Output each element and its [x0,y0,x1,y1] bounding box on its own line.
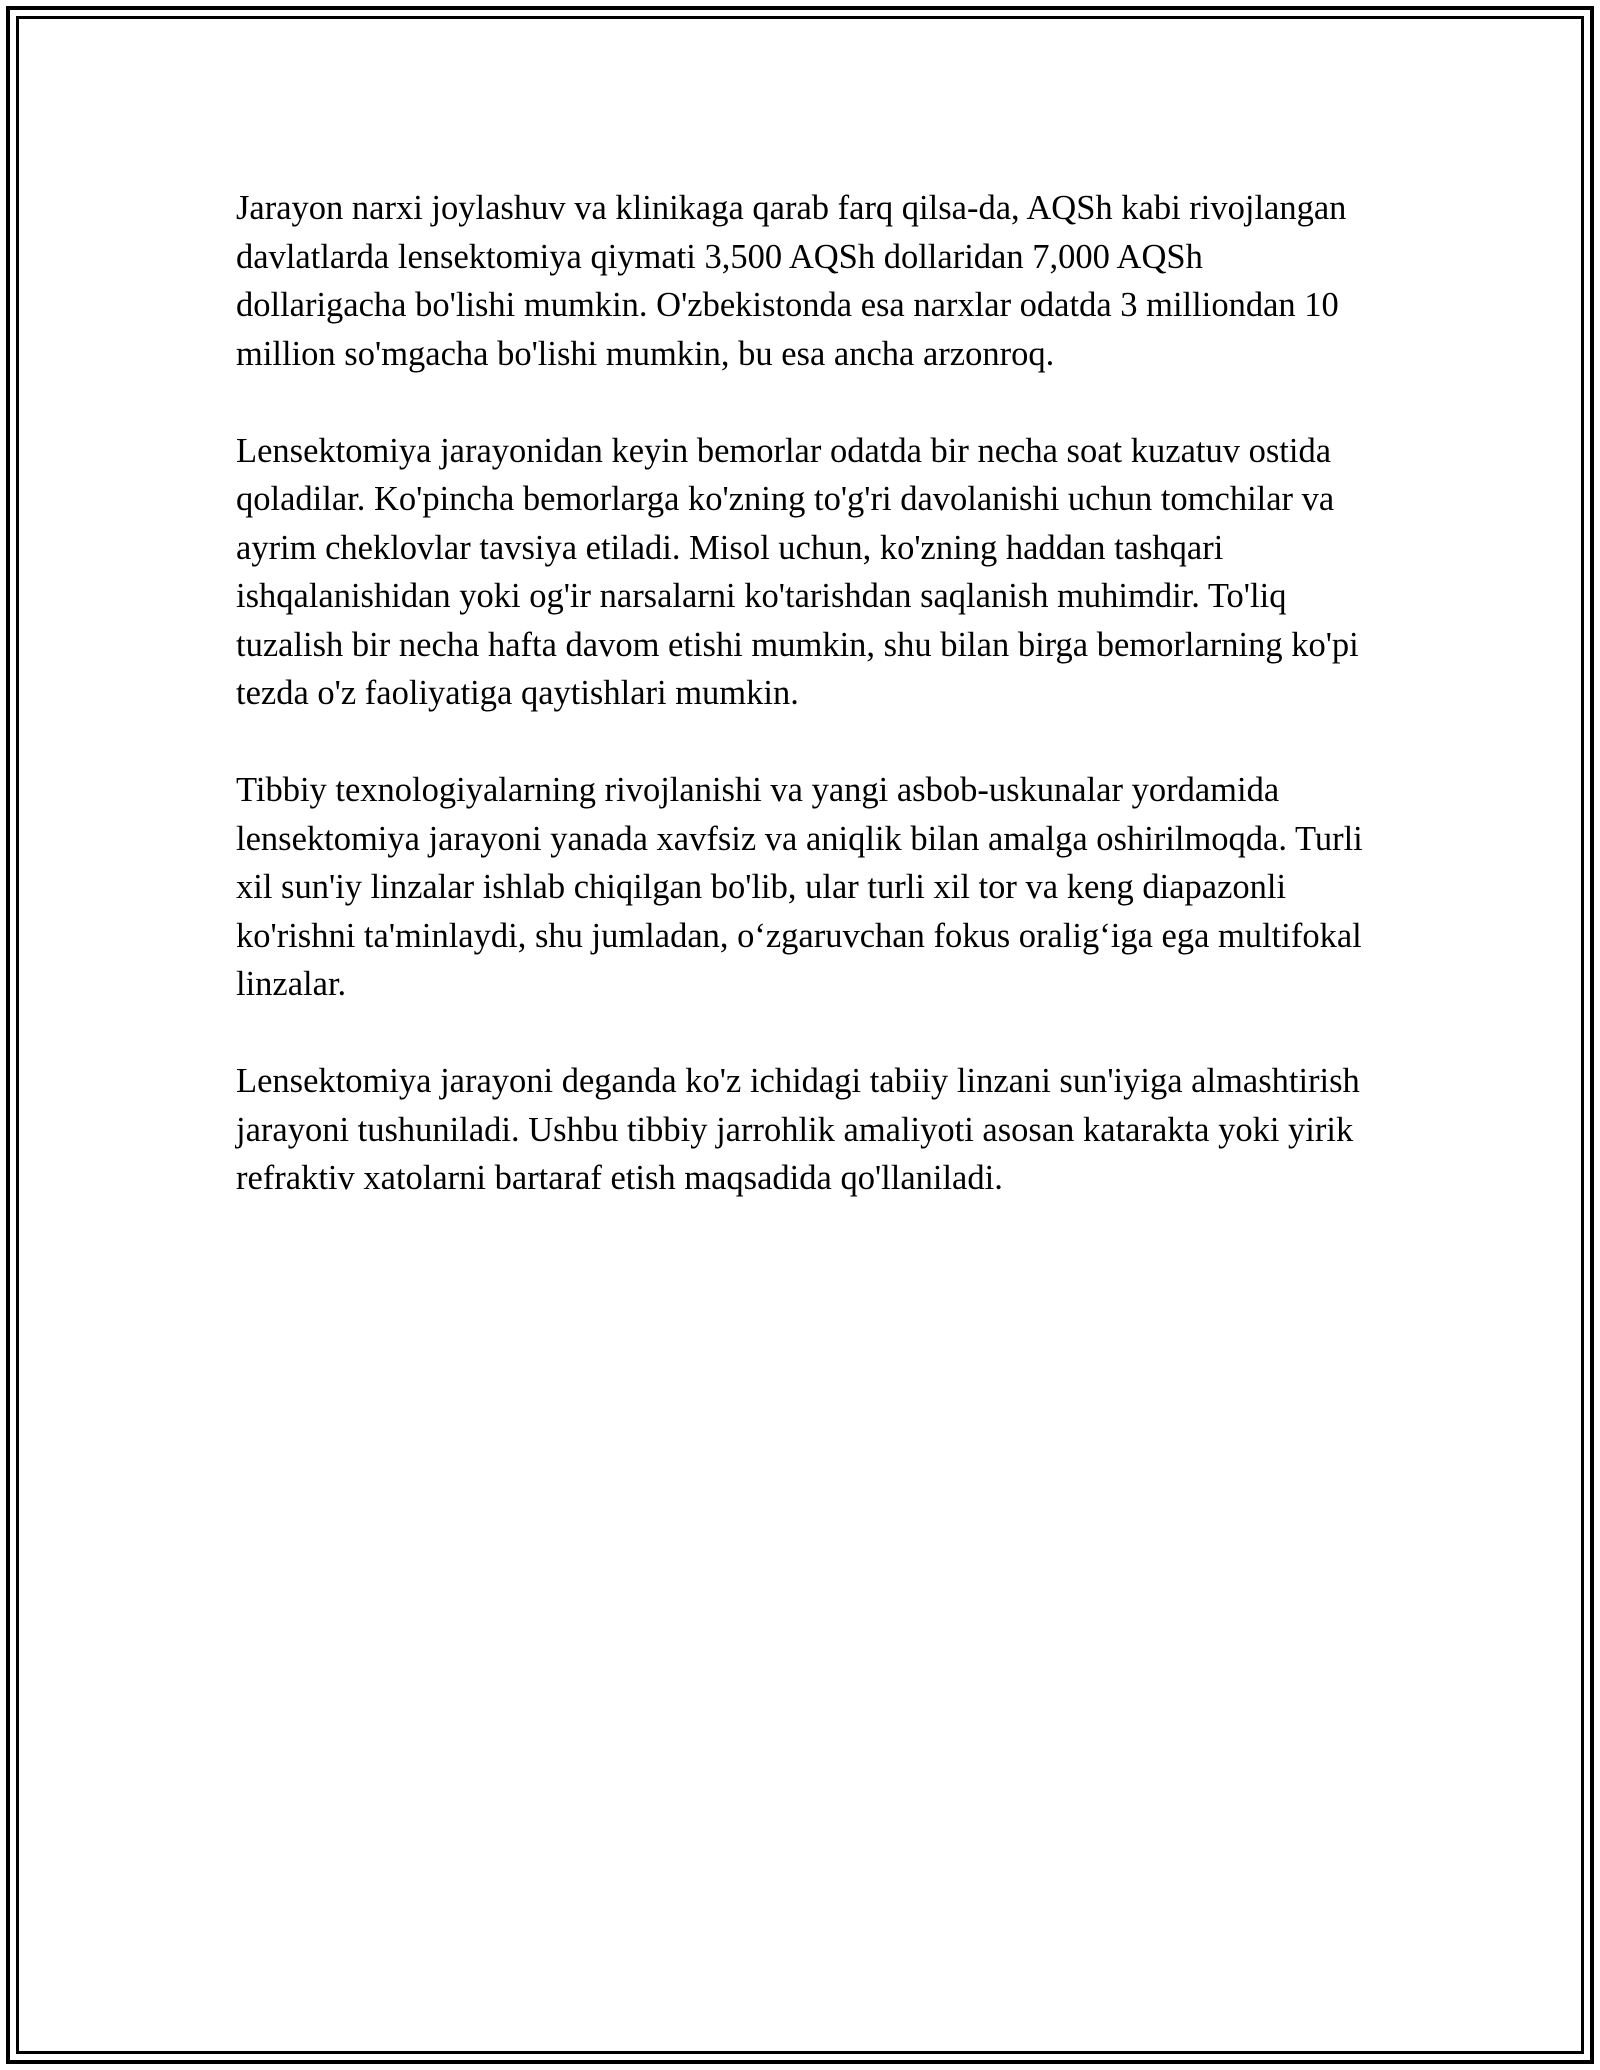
paragraph-definition: Lensektomiya jarayoni deganda ko'z ichidagi tabiiy linzani sun'iyiga almashtirish jarayoni tushuniladi. Ushbu tibbiy jarrohlik amaliyoti asosan katarakta yoki yirik refraktiv xatolarni bartaraf etish maqsadida qo'llaniladi. [236,1062,1360,1197]
paragraph-technology: Tibbiy texnologiyalarning rivojlanishi va yangi asbob-uskunalar yordamida lensektomiya jarayoni yanada xavfsiz va aniqlik bilan amalga oshirilmoqda. Turli xil sun'iy linzalar ishlab chiqilgan bo'lib, ular turli xil tor va keng diapazonli ko'rishni ta'minlaydi, shu jumladan, o‘zgaruvchan fokus oralig‘iga ega multifokal linzalar. [236,771,1363,1003]
paragraph-recovery: Lensektomiya jarayonidan keyin bemorlar odatda bir necha soat kuzatuv ostida qoladilar. Ko'pincha bemorlarga ko'zning to'g'ri davolanishi uchun tomchilar va ayrim cheklovlar tavsiya etiladi. Misol uchun, ko'zning haddan tashqari ishqalanishidan yoki og'ir narsalarni ko'tarishdan saqlanish muhimdir. To'liq tuzalish bir necha hafta davom etishi mumkin, shu bilan birga bemorlarning ko'pi tezda o'z faoliyatiga qaytishlari mumkin. [236,431,1359,712]
paragraph-cost: Jarayon narxi joylashuv va klinikaga qarab farq qilsa-da, AQSh kabi rivojlangan davlatlarda lensektomiya qiymati 3,500 AQSh dollaridan 7,000 AQSh dollarigacha bo'lishi mumkin. O'zbekistonda esa narxlar odatda 3 milliondan 10 million so'mgacha bo'lishi mumkin, bu esa ancha arzonroq. [236,189,1347,373]
document-body [236,184,1366,1251]
